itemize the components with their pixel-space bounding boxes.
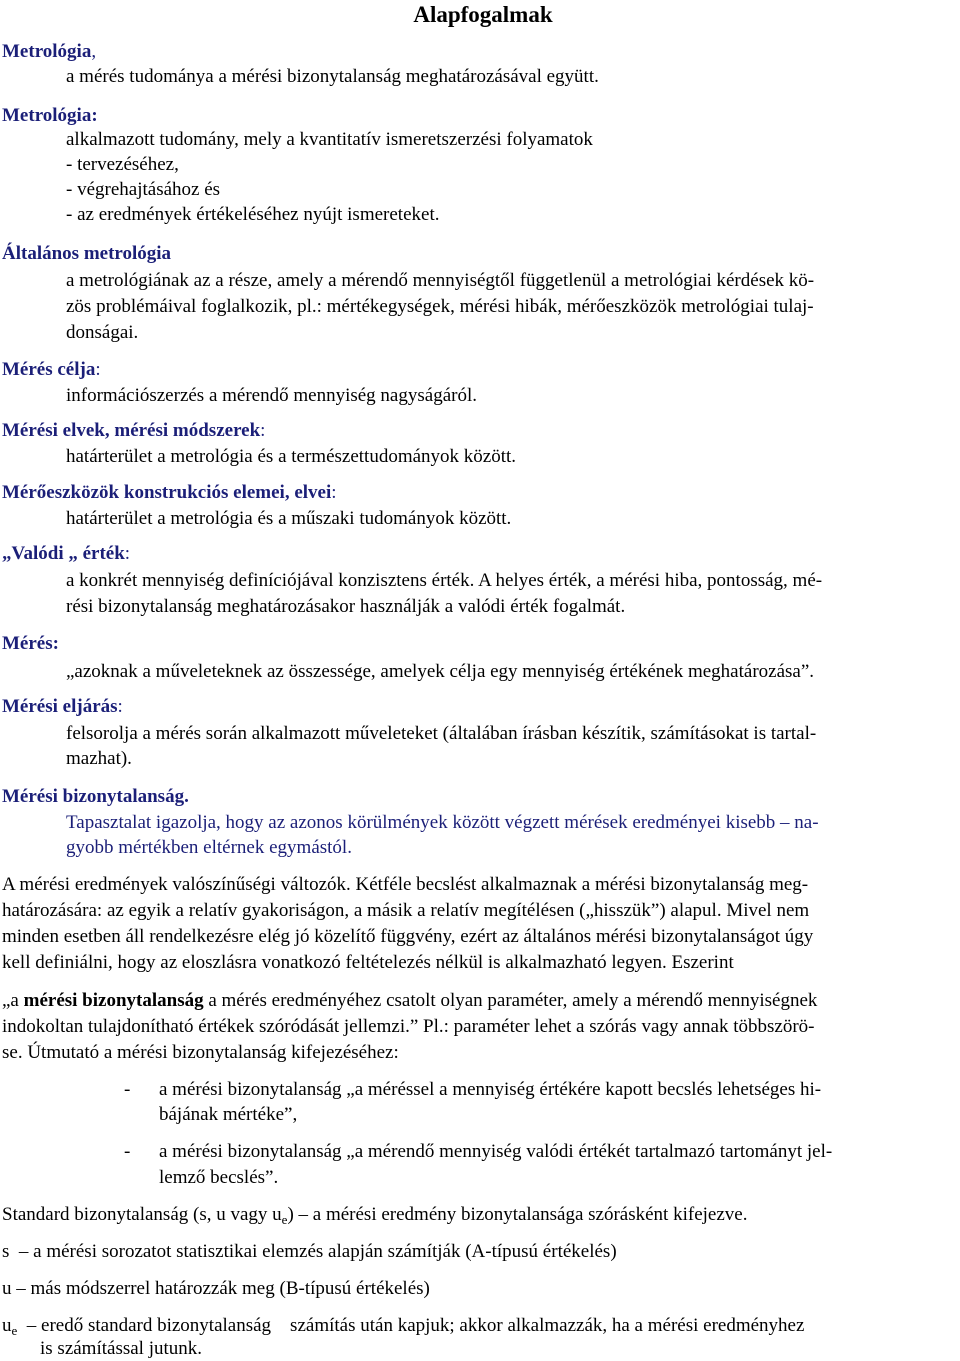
term-metrologia-2: Metrológia:: [2, 105, 98, 126]
def-line: felsorolja a mérés során alkalmazott műveleteket (általában írásban készítik, számításokat is tartal-: [66, 723, 817, 744]
paragraph-line: A mérési eredmények valószínűségi változók. Kétféle becslést alkalmaznak a mérési bizonytalanság meg-: [2, 874, 809, 895]
standard-uncertainty-line: Standard bizonytalanság (s, u vagy $u_e$) – a mérési eredmény bizonytalansága szórásként kifejezve.: [2, 1204, 748, 1227]
bullet-line: a mérési bizonytalanság „a mérendő mennyiség valódi értékét tartalmazó tartományt jel-: [159, 1141, 833, 1162]
term-meres: Mérés:: [2, 633, 59, 654]
term-meroeszkozok: Mérőeszközök konstrukciós elemei, elvei:: [2, 482, 337, 503]
term-meresi-bizonytalansag: Mérési bizonytalanság.: [2, 786, 189, 807]
term-meres-celja: Mérés célja:: [2, 359, 101, 380]
paragraph-line: minden esetben áll rendelkezésre elég jó közelítő függvény, ezért az általános mérési bizonytalanságot úgy: [2, 926, 814, 947]
def-meroeszkozok: határterület a metrológia és a műszaki tudományok között.: [66, 508, 512, 529]
bullet-line: lemző becslés”.: [159, 1167, 279, 1188]
u-definition-line: u – más módszerrel határozzák meg (B-típusú értékelés): [2, 1278, 430, 1299]
paragraph-line: se. Útmutató a mérési bizonytalanság kifejezéséhez:: [2, 1042, 399, 1063]
def-line: a metrológiának az a része, amely a mérendő mennyiségtől függetlenül a metrológiai kérdések kö-: [66, 270, 815, 291]
def-line: mazhat).: [66, 748, 132, 769]
bullet-dash: -: [124, 1141, 131, 1162]
def-metrologia-1: a mérés tudománya a mérési bizonytalanság meghatározásával együtt.: [66, 66, 599, 87]
def-line: zös problémáival foglalkozik, pl.: mértékegységek, mérési hibák, mérőeszközök metrológiai tulaj-: [66, 296, 814, 317]
paragraph-line: határozására: az egyik a relatív gyakoriságon, a másik a relatív megítélésen („hisszük”) alapul. Mivel nem: [2, 900, 810, 921]
term-meresi-elvek: Mérési elvek, mérési módszerek:: [2, 420, 266, 441]
list-item: - az eredmények értékeléséhez nyújt ismereteket.: [66, 204, 440, 225]
def-metrologia-2: alkalmazott tudomány, mely a kvantitatív ismeretszerzési folyamatok: [66, 129, 593, 150]
term-metrologia-1: Metrológia,: [2, 41, 97, 62]
s-definition-line: s – a mérési sorozatot statisztikai elemzés alapján számítják (A-típusú értékelés): [2, 1241, 617, 1262]
bullet-line: bájának mértéke”,: [159, 1104, 298, 1125]
ue-definition-line-2: is számítással jutunk.: [40, 1338, 203, 1359]
paragraph-line: kell definiálni, hogy az eloszlásra vonatkozó feltételezés nélkül is alkalmazható legyen. Eszerint: [2, 952, 734, 973]
paragraph-line: „a mérési bizonytalanság a mérés eredményéhez csatolt olyan paraméter, amely a mérendő mennyiségnek: [2, 990, 818, 1011]
bullet-dash: -: [124, 1079, 131, 1100]
def-line: a konkrét mennyiség definíciójával konzisztens érték. A helyes érték, a mérési hiba, pontosság, mé-: [66, 570, 823, 591]
def-line: rési bizonytalanság meghatározásakor használják a valódi érték fogalmát.: [66, 596, 626, 617]
def-line: donságai.: [66, 322, 139, 343]
def-line: Tapasztalat igazolja, hogy az azonos körülmények között végzett mérések eredményei kisebb – na-: [66, 812, 819, 833]
def-meres-celja: információszerzés a mérendő mennyiség nagyságáról.: [66, 385, 477, 406]
bullet-line: a mérési bizonytalanság „a méréssel a mennyiség értékére kapott becslés lehetséges hi-: [159, 1079, 822, 1100]
term-meresi-eljaras: Mérési eljárás:: [2, 696, 123, 717]
def-meresi-elvek: határterület a metrológia és a természettudományok között.: [66, 446, 517, 467]
term-altalanos-metrologia: Általános metrológia: [2, 243, 172, 264]
def-line: gyobb mértékben eltérnek egymástól.: [66, 837, 352, 858]
page-title: Alapfogalmak: [413, 2, 553, 27]
ue-definition-line: $u_e$ – eredő standard bizonytalanság számítás után kapjuk; akkor alkalmazzák, ha a mérési eredményhez: [2, 1315, 805, 1338]
list-item: - végrehajtásához és: [66, 179, 221, 200]
list-item: - tervezéséhez,: [66, 154, 179, 175]
term-valodi-ertek: „Valódi „ érték:: [2, 543, 131, 564]
def-meres: „azoknak a műveleteknek az összessége, amelyek célja egy mennyiség értékének meghatározása”.: [66, 661, 815, 682]
paragraph-line: indokoltan tulajdonítható értékek szóródását jellemzi.” Pl.: paraméter lehet a szórás vagy annak többszörö-: [2, 1016, 815, 1037]
